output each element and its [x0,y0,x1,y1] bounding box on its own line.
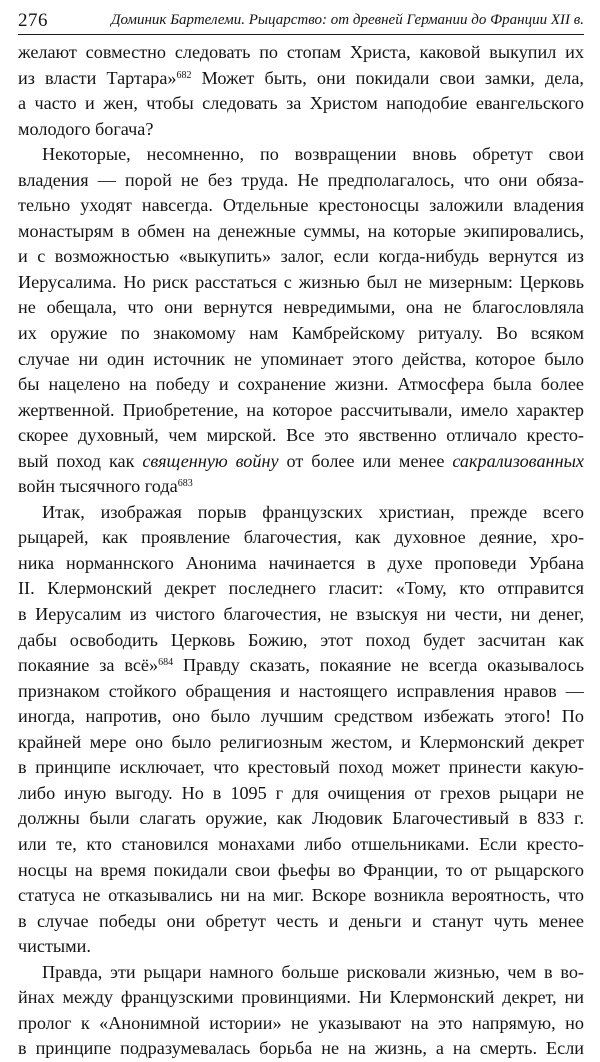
text-segment: признаком стойкого обращения и настоящего исправления нравов — [18,680,584,701]
text-segment: пролог к «Анонимной истории» не указывают на это напрямую, но [18,1012,584,1033]
text-segment: Правда, эти рыцари намного больше рисковали жизнью, чем в во- [42,961,584,982]
text-segment: Может быть, они покидали свои замки, дела, [191,67,584,88]
text-line [18,985,584,1011]
text-segment: Некоторые, несомненно, по возвращении вновь обретут свои [42,144,584,165]
text-line [18,653,584,679]
text-segment: их оружие по знакомому нам Камбрейскому ритуалу. Во всяком [18,323,584,344]
text-line [18,270,584,296]
text-segment: жертвенной. Приобретение, на которое рассчитывали, имело характер [18,399,584,420]
footnote-ref: 684 [158,657,174,669]
text-line [18,525,584,551]
text-segment: Правду сказать, покаяние не всегда оказывалось [173,655,584,676]
text-line [18,168,584,194]
text-line [18,755,584,781]
text-line [18,1011,584,1037]
text-segment: желают совместно следовать по стопам Христа, каковой выкупил их [18,42,584,62]
text-line [18,883,584,909]
text-segment: ника норманнского Анонима начинается в духе проповеди Урбана [18,552,584,573]
text-segment: статуса не отказывались ни на миг. Вскоре возникла вероятность, что [18,885,584,906]
text-segment: Иерусалима. Но риск расстаться с жизнью был не мизерным: Церковь [18,271,584,292]
text-line [18,398,584,424]
text-segment: скорее духовный, чем мирской. Все это явственно отличало кресто- [18,425,584,446]
text-segment: не обещала, что они вернутся невредимыми, она не благословляла [18,297,584,318]
text-segment: или те, кто становился монахами либо отшельниками. Если кресто- [18,833,584,854]
text-line [18,781,584,807]
italic-term: сакрализованных [452,450,584,471]
text-segment: монастырям в обмен на денежные суммы, на которые экипировались, [18,220,584,241]
text-line [18,142,584,168]
text-line [18,576,584,602]
text-segment: крайней мере оно было религиозным жестом, и Клермонский декрет [18,731,584,752]
text-line [18,628,584,654]
text-line [18,347,584,373]
text-line [18,91,584,117]
text-line [18,500,584,526]
text-segment: дабы освободить Церковь Божию, этот поход будет засчитан как [18,629,584,650]
text-line [18,295,584,321]
text-line [18,244,584,270]
text-segment: в принципе исключает, что крестовый поход может принести какую- [18,757,584,778]
text-segment: покаяние за всё» [18,655,159,676]
text-segment: в случае победы они обретут честь и деньги и станут чуть менее [18,910,584,931]
text-segment: должны были слагать оружие, как Людовик Благочестивый в 833 г. [18,808,584,829]
text-segment: рыцарей, как проявление благочестия, как духовное деяние, хро- [18,527,584,548]
running-title: Доминик Бартелеми. Рыцарство: от древней Германии до Франции XII в. [110,12,584,28]
text-line [18,193,584,219]
text-line [18,423,584,449]
text-segment: чистыми. [18,936,91,957]
text-line [18,66,584,92]
text-line [18,934,584,960]
text-line [18,704,584,730]
text-line [18,372,584,398]
text-segment: иногда, напротив, оно было лучшим средством избежать этого! По [18,706,584,727]
text-line [18,679,584,705]
text-line [18,117,584,143]
text-segment: II. Клермонский декрет последнего гласит: «Тому, кто отправится [18,578,584,599]
text-line [18,960,584,986]
text-line [18,806,584,832]
text-segment: тельно уходят навсегда. Отдельные крестоносцы заложили владения [18,195,584,216]
text-segment: от более или менее [278,450,453,471]
text-line [18,219,584,245]
page-header [18,4,584,35]
text-segment: носцы на время покидали свои фьефы во Франции, то от рыцарского [18,859,584,880]
text-segment: либо иную выгоду. Но в 1095 г для очищения от грехов рыцари не [18,782,584,803]
text-segment: случае ни один источник не упоминает этого действа, которое было [18,348,584,369]
text-segment: из власти Тартара» [18,67,177,88]
text-segment: Итак, изображая порыв французских христиан, прежде всего [42,501,584,522]
italic-term: священную войну [142,450,279,471]
text-segment: молодого богача? [18,118,154,139]
text-segment: бы нацелено на победу и сохранение жизни. Атмосфера была более [18,374,584,395]
footnote-ref: 683 [177,478,193,490]
text-segment: а часто и жен, чтобы следовать за Христом наподобие евангельского [18,93,584,114]
text-line [18,1036,584,1062]
text-segment: йнах между французскими провинциями. Ни Клермонский декрет, ни [18,987,584,1008]
text-line [18,858,584,884]
text-segment: и с возможностью «выкупить» залог, если когда-нибудь вернутся из [18,246,584,267]
text-line [18,909,584,935]
text-segment: вый поход как [18,450,143,471]
footnote-ref: 682 [176,69,192,81]
text-line [18,551,584,577]
text-segment: владения — порой не без труда. Не предполагалось, что они обяза- [18,169,584,190]
text-segment: в принципе подразумевалась борьба не на жизнь, а на смерть. Если [18,1038,584,1059]
text-segment: в Иерусалим из чистого благочестия, не взыскуя ни чести, ни денег, [18,604,584,625]
text-line [18,474,584,500]
text-line [18,321,584,347]
body-text [18,40,584,1062]
text-line [18,832,584,858]
book-page [18,0,584,1059]
text-line [18,449,584,475]
text-segment: войн тысячного года [18,476,178,497]
text-line [18,40,584,66]
page-number: 276 [18,10,48,31]
text-line [18,602,584,628]
text-line [18,730,584,756]
